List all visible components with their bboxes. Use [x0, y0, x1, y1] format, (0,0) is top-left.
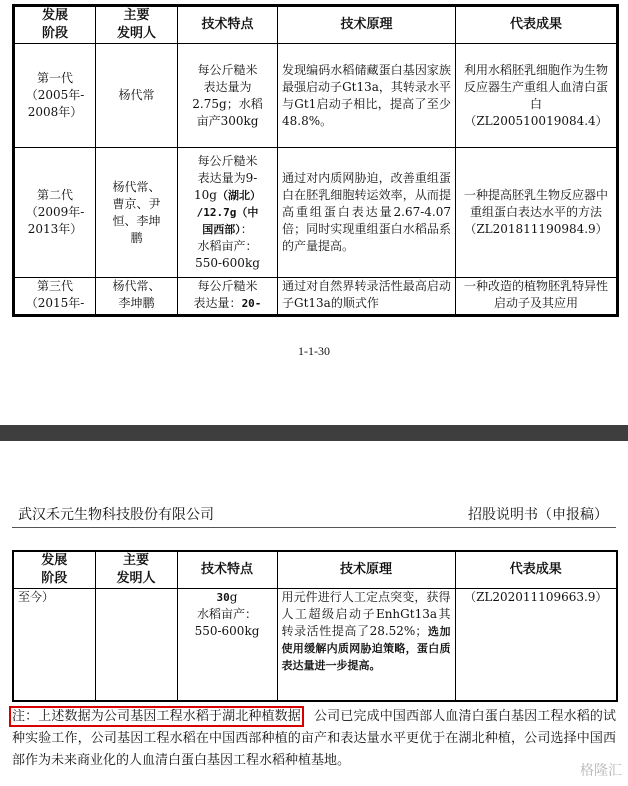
- result-cell: 一种提高胚乳生物反应器中重组蛋白表达水平的方法 （ZL201811190984.9）: [456, 148, 618, 278]
- header-feature: 技术特点: [178, 6, 278, 44]
- feature-cell: [178, 278, 278, 316]
- feature-text: 每公斤糙米 表达量：: [193, 279, 258, 310]
- tech-table-continued: [12, 550, 618, 702]
- page-separator: [0, 425, 628, 441]
- stage-cell: 第二代 （2009年- 2013年）: [14, 148, 96, 278]
- stage-cell: 第一代 （2005年- 2008年）: [14, 44, 96, 148]
- table-header-row: [13, 551, 617, 589]
- result-cell: （ZL202011109663.9）: [455, 589, 617, 701]
- inventor-cell: [95, 589, 177, 701]
- document-type: 招股说明书（申报稿）: [468, 507, 608, 523]
- stage-cell: 第三代 （2015年-: [14, 278, 96, 316]
- table-row: [13, 589, 617, 701]
- feature-cell: 每公斤糙米 表达量为 2.75g；水稻 亩产300kg: [178, 44, 278, 148]
- header-principle: 技术原理: [277, 551, 455, 589]
- table-row: [14, 278, 618, 316]
- header-feature: 技术特点: [177, 551, 277, 589]
- principle-cell: 通过对自然界转录活性最高启动子Gt13a的顺式作: [278, 278, 456, 316]
- page-number: 1-1-30: [298, 344, 330, 358]
- feature-bold-text: （湖北） /12.7g（中 国西部）: [196, 189, 261, 236]
- feature-text: 每公斤糙米 表达量为9- 10g: [194, 154, 258, 202]
- feature-bold-text: 30: [216, 591, 230, 604]
- header-stage: 发展 阶段: [13, 551, 95, 589]
- header-result: 代表成果: [456, 6, 618, 44]
- footnote: [12, 706, 616, 772]
- company-name: 武汉禾元生物科技股份有限公司: [18, 507, 214, 523]
- table-row: [14, 148, 618, 278]
- inventor-cell: 杨代常、 曹京、尹 恒、李坤 鹏: [96, 148, 178, 278]
- result-cell: 利用水稻胚乳细胞作为生物反应器生产重组人血清白蛋白 （ZL200510019084.4）: [456, 44, 618, 148]
- header-principle: 技术原理: [278, 6, 456, 44]
- inventor-cell: 杨代常、 李坤鹏: [96, 278, 178, 316]
- feature-text-tail: ： 水稻亩产： 550-600kg: [195, 222, 260, 270]
- footnote-highlight: 注：上述数据为公司基因工程水稻于湖北种植数据: [12, 709, 301, 724]
- header-result: 代表成果: [455, 551, 617, 589]
- header-inventor: 主要 发明人: [95, 551, 177, 589]
- principle-text: 用元件进行人工定点突变，获得人工超级启动子EnhGt13a其转录活性提高了28.52%；: [281, 590, 451, 638]
- footnote-text: ，公司已完成中国西部人血清白蛋白基因工程水稻的试种实验工作，公司基因工程水稻在中国西部种植的亩产和表达量水平更优于在湖北种植，公司选择中国西部作为未来商业化的人血清白蛋白基因工程水稻种植基地。: [12, 709, 616, 768]
- stage-cell: 至今）: [13, 589, 95, 701]
- feature-bold-text: 20-: [241, 297, 262, 310]
- feature-cell: [178, 148, 278, 278]
- principle-cell: 发现编码水稻储藏蛋白基因家族最强启动子Gt13a，其转录水平与Gt1启动子相比，提高了至少48.8%。: [278, 44, 456, 148]
- inventor-cell: 杨代常: [96, 44, 178, 148]
- feature-text: g 水稻亩产： 550-600kg: [194, 590, 260, 638]
- table-row: [14, 44, 618, 148]
- principle-cell: [277, 589, 455, 701]
- principle-bold-text: 选加使用缓解内质网胁迫策略，蛋白质表达量进一步提高。: [281, 625, 451, 672]
- result-cell: 一种改造的植物胚乳特异性启动子及其应用: [456, 278, 618, 316]
- principle-cell: 通过对内质网胁迫，改善重组蛋白在胚乳细胞转运效率，从而提高重组蛋白表达量2.67-4.07倍；同时实现重组蛋白水稻品系的产量提高。: [278, 148, 456, 278]
- header-stage: 发展 阶段: [14, 6, 96, 44]
- table-header-row: [14, 6, 618, 44]
- header-divider: [12, 527, 616, 528]
- tech-table-top: [12, 4, 619, 317]
- header-inventor: 主要 发明人: [96, 6, 178, 44]
- watermark: 格隆汇: [580, 763, 622, 779]
- feature-cell: [177, 589, 277, 701]
